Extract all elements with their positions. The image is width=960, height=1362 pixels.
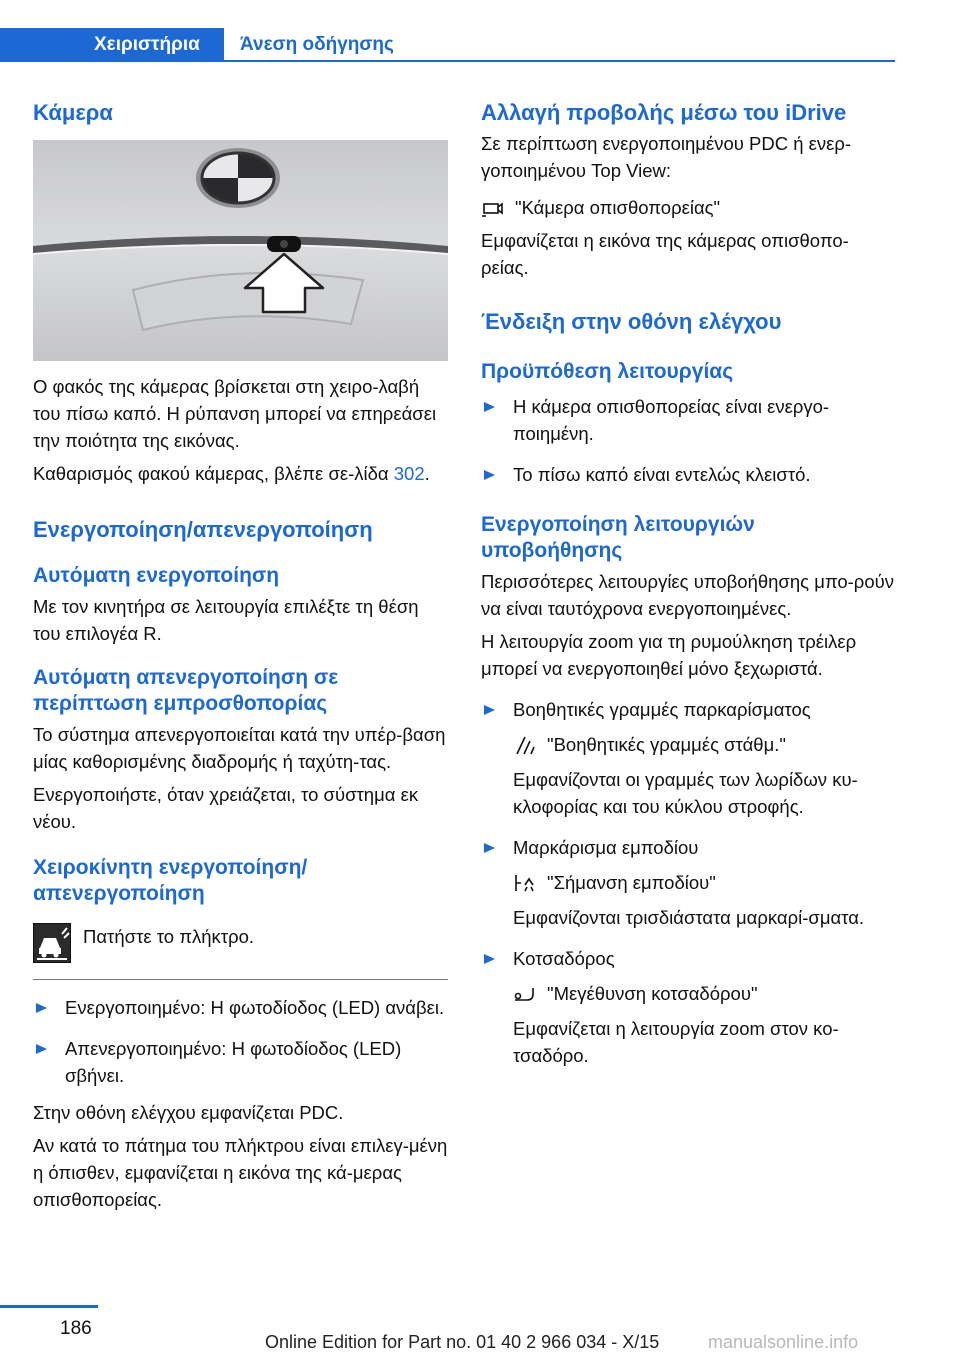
assist-text-2: Η λειτουργία zoom για τη ρυμούλκηση τρέιλερ μπορεί να ενεργοποιηθεί μόνο ξεχωριστά. [481,631,857,679]
trailer-hitch-icon [513,984,535,1004]
pdc-display-text: Στην οθόνη ελέγχου εμφανίζεται PDC. [33,1102,344,1123]
feature-menu-line [513,731,896,758]
prereq-bullet-list [481,393,896,488]
feature-title: Κοτσαδόρος [513,948,615,969]
auto-on-heading: Αυτόματη ενεργοποίηση [33,564,280,587]
right-column [481,100,896,1069]
section-tabs [0,28,895,62]
pdc-button-icon [33,923,71,963]
manual-bullet-list [33,994,448,1089]
online-edition-note: Online Edition for Part no. 01 40 2 966 034 - X/15 [265,1332,660,1352]
list-item: Ενεργοποιημένο: Η φωτοδίοδος (LED) ανάβει. [33,994,448,1021]
obstacle-marking-icon [513,873,535,893]
menu-item-rear-camera[interactable]: "Κάμερα οπισθοπορείας" [515,197,721,218]
prereq-heading: Προϋπόθεση λειτουργίας [481,360,734,383]
press-button-text: Πατήστε το πλήκτρο. [83,926,255,947]
list-item-parking-lines [481,696,896,820]
feature-title: Βοηθητικές γραμμές παρκαρίσματος [513,699,811,720]
footer-divider [0,1305,98,1308]
header-divider [0,60,895,62]
page-number: 186 [60,1318,92,1339]
camera-cleaning-end: . [424,463,430,484]
tab-driving-comfort[interactable]: Άνεση οδήγησης [240,34,394,55]
manual-button-row [33,923,448,965]
list-item: Η κάμερα οπισθοπορείας είναι ενεργο-ποιημένη. [481,393,896,447]
camera-location-text: Ο φακός της κάμερας βρίσκεται στη χειρο-λαβή του πίσω καπό. Η ρύπανση μπορεί να επηρεάσει την ποιότητα της εικόνας. [33,376,437,451]
reverse-gear-text: Αν κατά το πάτημα του πλήκτρου είναι επιλεγ-μένη η όπισθεν, εμφανίζεται η εικόνα της κά-μερας οπισθοπορείας. [33,1135,448,1210]
display-heading: Ένδειξη στην οθόνη ελέγχου [481,309,782,334]
idrive-text: Σε περίπτωση ενεργοποιημένου PDC ή ενερ-γοποιημένου Top View: [481,133,852,181]
camera-cleaning-text [33,460,448,487]
onoff-heading: Ενεργοποίηση/απενεργοποίηση [33,517,373,542]
watermark: manualsonline.info [708,1332,859,1352]
camera-heading: Κάμερα [33,100,113,125]
feature-description: Εμφανίζονται οι γραμμές των λωρίδων κυ-κλοφορίας και του κύκλου στροφής. [513,769,858,817]
assist-heading: Ενεργοποίηση λειτουργιών υποβοήθησης [481,513,755,562]
menu-item-parking-lines[interactable]: "Βοηθητικές γραμμές στάθμ." [547,734,786,755]
rear-camera-icon [481,198,503,218]
section-divider [33,979,448,980]
assist-text-1: Περισσότερες λειτουργίες υποβοήθησης μπο-ρούν να είναι ταυτόχρονα ενεργοποιημένες. [481,571,894,619]
auto-on-text: Με τον κινητήρα σε λειτουργία επιλέξτε τη θέση του επιλογέα R. [33,596,419,644]
trunk-camera-illustration [33,140,448,361]
tab-controls[interactable]: Χειριστήρια [0,28,224,62]
idrive-result-text: Εμφανίζεται η εικόνα της κάμερας οπισθοπο-ρείας. [481,230,849,278]
manual-heading: Χειροκίνητη ενεργοποίηση/απενεργοποίηση [33,856,308,905]
feature-description: Εμφανίζεται η λειτουργία zoom στον κο-τσαδόρο. [513,1018,839,1066]
feature-list [481,696,896,1069]
menu-item-trailer-hitch[interactable]: "Μεγέθυνση κοτσαδόρου" [547,983,758,1004]
idrive-menu-line [481,194,896,221]
list-item-trailer-hitch [481,945,896,1069]
camera-cleaning-label: Καθαρισμός φακού κάμερας, βλέπε σε-λίδα [33,463,394,484]
camera-photo [33,140,448,361]
list-item: Το πίσω καπό είναι εντελώς κλειστό. [481,461,896,488]
auto-off-text-1: Το σύστημα απενεργοποιείται κατά την υπέρ-βαση μίας καθορισμένης διαδρομής ή ταχύτη-τας. [33,724,446,772]
feature-menu-line [513,869,896,896]
idrive-heading: Αλλαγή προβολής μέσω του iDrive [481,100,847,125]
list-item: Απενεργοποιημένο: Η φωτοδίοδος (LED) σβήνει. [33,1035,448,1089]
feature-title: Μαρκάρισμα εμποδίου [513,837,699,858]
auto-off-heading: Αυτόματη απενεργοποίηση σε περίπτωση εμπροσθοπορίας [33,666,339,715]
menu-item-obstacle-marking[interactable]: "Σήμανση εμποδίου" [547,872,716,893]
list-item-obstacle-marking [481,834,896,931]
feature-menu-line [513,980,896,1007]
parking-lines-icon [513,735,535,755]
left-column [33,100,448,1213]
feature-description: Εμφανίζονται τρισδιάστατα μαρκαρί-σματα. [513,907,865,928]
page-link[interactable]: 302 [393,463,425,484]
auto-off-text-2: Ενεργοποιήστε, όταν χρειάζεται, το σύστημα εκ νέου. [33,784,419,832]
